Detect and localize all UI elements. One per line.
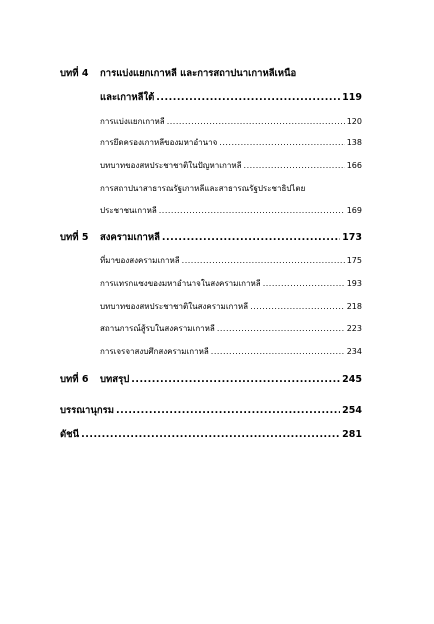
section-title: ที่มาของสงครามเกาหลี (100, 256, 180, 265)
toc-chapter-4-continued (60, 90, 362, 105)
toc-chapter-4 (60, 66, 362, 81)
toc-section-continued (100, 204, 362, 217)
section-title: ประชาชนเกาหลี (100, 206, 157, 215)
dot-leader (81, 430, 340, 440)
chapter-title: บรรณานุกรม (60, 405, 114, 416)
dot-leader (211, 348, 345, 356)
section-title: สถานการณ์สู้รบในสงครามเกาหลี (100, 324, 215, 333)
toc-section (100, 345, 362, 358)
toc-chapter-5 (60, 230, 362, 245)
dot-leader (217, 325, 345, 333)
section-title: การแทรกแซงของมหาอำนาจในสงครามเกาหลี (100, 279, 261, 288)
dot-leader (182, 257, 345, 265)
chapter-title: สงครามเกาหลี (100, 232, 160, 243)
page-number: 223 (346, 324, 362, 333)
section-title: การแบ่งแยกเกาหลี (100, 117, 165, 126)
chapter-number: บทที่ 5 (60, 232, 89, 243)
chapter-number: บทที่ 4 (60, 68, 89, 79)
dot-leader (244, 162, 345, 170)
toc-section (100, 159, 362, 172)
toc-section (100, 254, 362, 267)
page-number: 193 (346, 279, 362, 288)
section-title: การสถาปนาสาธารณรัฐเกาหลีและสาธารณรัฐประชาธิปไตย (100, 184, 306, 193)
chapter-number: บทที่ 6 (60, 374, 89, 385)
section-title: การยึดครองเกาหลีของมหาอำนาจ (100, 138, 218, 147)
dot-leader (219, 139, 344, 147)
chapter-title: และเกาหลีใต้ (100, 92, 155, 103)
page-number: 218 (346, 302, 362, 311)
page-number: 166 (346, 161, 362, 170)
dot-leader (156, 93, 340, 103)
section-title: บทบาทของสหประชาชาติในปัญหาเกาหลี (100, 161, 242, 170)
toc-section (100, 182, 362, 195)
page-number: 245 (342, 374, 362, 385)
page-number: 120 (346, 117, 362, 126)
page-number: 119 (342, 92, 362, 103)
chapter-title: การแบ่งแยกเกาหลี และการสถาปนาเกาหลีเหนือ (100, 68, 297, 79)
section-title: การเจรจาสงบศึกสงครามเกาหลี (100, 347, 209, 356)
dot-leader (116, 406, 340, 416)
page-number: 281 (342, 429, 362, 440)
chapter-title: ดัชนี (60, 429, 80, 440)
page-number: 138 (346, 138, 362, 147)
section-title: บทบาทของสหประชาชาติในสงครามเกาหลี (100, 302, 249, 311)
dot-leader (167, 118, 345, 126)
toc-index (60, 427, 362, 442)
page-number: 254 (342, 405, 362, 416)
toc-chapter-6 (60, 372, 362, 387)
page-number: 175 (346, 256, 362, 265)
dot-leader (263, 280, 345, 288)
chapter-title: บทสรุป (100, 374, 130, 385)
toc-section (100, 277, 362, 290)
toc-section (100, 300, 362, 313)
dot-leader (162, 233, 340, 243)
dot-leader (159, 207, 345, 215)
toc-section (100, 115, 362, 128)
dot-leader (131, 375, 340, 385)
page-number: 173 (342, 232, 362, 243)
dot-leader (250, 303, 345, 311)
page-number: 169 (346, 206, 362, 215)
toc-section (100, 136, 362, 149)
toc-section (100, 322, 362, 335)
page-number: 234 (346, 347, 362, 356)
toc-bibliography (60, 403, 362, 418)
